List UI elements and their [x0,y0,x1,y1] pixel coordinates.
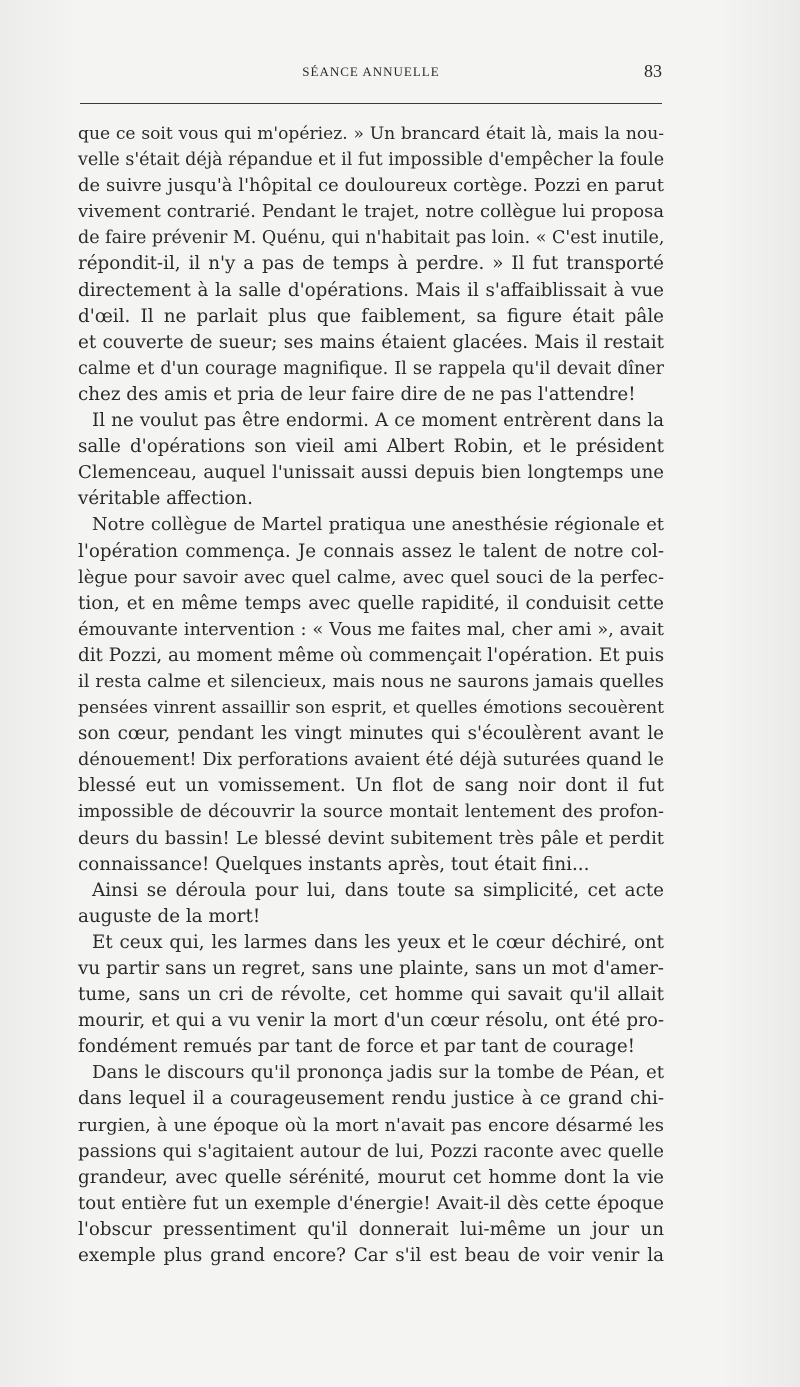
text-line: Notre collègue de Martel pratiqua une anesthésie régionale et [92,514,664,536]
text-line: véritable affection. [78,488,253,510]
text-line: pensées vinrent assaillir son esprit, et quelles émotions secouèrent [78,698,664,719]
text-line: chez des amis et pria de leur faire dire de ne pas l'attendre! [78,383,636,405]
text-line: Et ceux qui, les larmes dans les yeux et le cœur déchiré, ont [92,931,664,953]
text-line: tion, et en même temps avec quelle rapidité, il conduisit cette [78,592,664,614]
text-line: mourir, et qui a vu venir la mort d'un cœur résolu, ont été pro- [78,1010,664,1032]
page-header [78,61,664,88]
text-line: Ainsi se déroula pour lui, dans toute sa simplicité, cet acte [92,879,664,901]
text-line: directement à la salle d'opérations. Mais il s'affaiblissait à vue [78,279,664,301]
text-line: dénouement! Dix perforations avaient été déjà suturées quand le [78,750,664,771]
text-line: connaissance! Quelques instants après, tout était fini... [78,853,590,875]
text-line: dans lequel il a courageusement rendu justice à ce grand chi- [78,1088,664,1110]
text-line: dit Pozzi, au moment même où commençait l'opération. Et puis [78,644,665,666]
text-line: il resta calme et silencieux, mais nous ne saurons jamais quelles [78,670,664,692]
text-line: Dans le discours qu'il prononça jadis sur la tombe de Péan, et [92,1062,664,1084]
body-text [78,121,664,1269]
text-line: Il ne voulut pas être endormi. A ce moment entrèrent dans la [92,410,664,432]
text-line: rurgien, à une époque où la mort n'avait pas encore désarmé les [78,1115,664,1136]
page-number: 83 [644,61,662,81]
text-line: salle d'opérations son vieil ami Albert Robin, et le président [78,436,664,458]
text-line: auguste de la mort! [78,905,261,927]
text-line: vivement contrarié. Pendant le trajet, notre collègue lui proposa [78,201,664,223]
text-line: calme et d'un courage magnifique. Il se rappela qu'il devait dîner [78,358,664,379]
text-line: impossible de découvrir la source montait lentement des profon- [78,802,664,823]
text-line: que ce soit vous qui m'opériez. » Un brancard était là, mais la nou- [78,124,664,144]
text-line: d'œil. Il ne parlait plus que faiblement, sa figure était pâle [78,305,664,327]
text-line: tume, sans un cri de révolte, cet homme qui savait qu'il allait [78,984,664,1006]
text-line: son cœur, pendant les vingt minutes qui s'écoulèrent avant le [78,723,664,745]
text-line: de faire prévenir M. Quénu, qui n'habitait pas loin. « C'est inutile, [78,228,665,249]
header-rule [80,103,662,104]
text-line: velle s'était déjà répandue et il fut impossible d'empêcher la foule [78,150,665,171]
text-line: exemple plus grand encore? Car s'il est beau de voir venir la [78,1245,664,1267]
text-line: et couverte de sueur; ses mains étaient glacées. Mais il restait [78,331,664,353]
text-line: l'obscur pressentiment qu'il donnerait lui-même un jour un [78,1218,664,1240]
text-line: deurs du bassin! Le blessé devint subitement très pâle et perdit [78,827,664,849]
text-line: lègue pour savoir avec quel calme, avec quel souci de la perfec- [78,566,664,588]
text-line: blessé eut un vomissement. Un flot de sang noir dont il fut [78,775,664,797]
text-line: émouvante intervention : « Vous me faites mal, cher ami », avait [78,618,664,640]
text-line: grandeur, avec quelle sérénité, mourut cet homme dont la vie [78,1166,664,1188]
text-line: fondément remués par tant de force et par tant de courage! [78,1036,636,1058]
text-line: passions qui s'agitaient autour de lui, Pozzi raconte avec quelle [78,1140,664,1162]
text-line: de suivre jusqu'à l'hôpital ce douloureux cortège. Pozzi en parut [78,175,664,197]
text-line: Clemenceau, auquel l'unissait aussi depuis bien longtemps une [78,462,664,484]
text-line: tout entière fut un exemple d'énergie! Avait-il dès cette époque [78,1192,664,1214]
text-line: l'opération commença. Je connais assez le talent de notre col- [78,540,664,562]
running-title: SÉANCE ANNUELLE [302,64,440,79]
text-line: vu partir sans un regret, sans une plainte, sans un mot d'amer- [78,958,664,979]
text-line: répondit-il, il n'y a pas de temps à perdre. » Il fut transporté [78,253,664,275]
